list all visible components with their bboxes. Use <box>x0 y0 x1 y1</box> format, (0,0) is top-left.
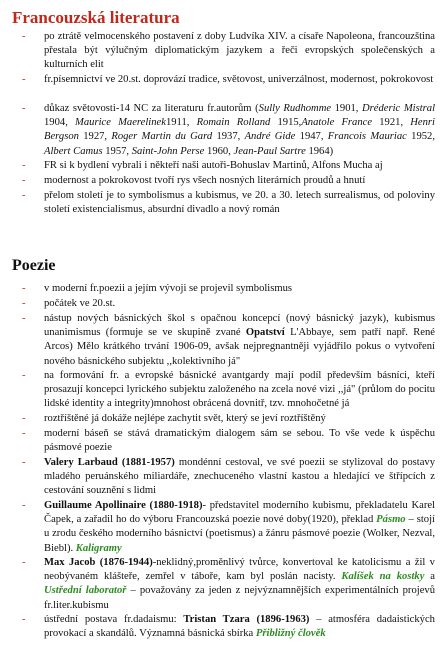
list-item <box>10 297 435 312</box>
list-item-text: FR si k bydlení vybrali i někteří naši autoři-Bohuslav Martinů, Alfons Mucha aj <box>44 160 383 171</box>
bullet-dash: - <box>22 500 26 511</box>
list-item-nobel <box>10 102 435 159</box>
nobel-year: 1901, <box>334 103 363 114</box>
nobel-author: Jean-Paul Sartre <box>233 145 306 157</box>
list-item <box>10 412 435 427</box>
list-item-text: mondénní cestoval, ve své poezii se stylizoval do postavy mladého peruánského miliardáře, znechuceného vlastní kastou a hledající ve štřípcích z cestování souznění s lidmi <box>44 457 435 497</box>
list-item <box>10 427 435 456</box>
nobel-author: Roger Martin du Gard <box>111 131 213 143</box>
author-name: Tristan Tzara (1896-1963) <box>183 614 310 625</box>
bullet-dash: - <box>22 614 26 625</box>
bullet-dash: - <box>22 103 26 114</box>
list-item <box>10 159 435 174</box>
nobel-author: Francois Mauriac <box>327 131 407 143</box>
nobel-author: Maurice Maerelinek <box>75 117 166 129</box>
nobel-year: 1911, <box>165 117 197 129</box>
list-item-text: na formování fr. a evropské básnické avantgardy mají podíl především básníci, kteří prosazují koncepci lyrického subjektu založeného na zcela nové vizi ,,já" (průlom do pocitu lidské identity a integrity)mnohost obrácená dovnitř, tzv. mnohočetné já <box>44 370 435 410</box>
nobel-year: 1927, <box>83 131 112 143</box>
bullet-dash: - <box>22 370 26 381</box>
list-item <box>10 73 435 102</box>
list-item-text: v moderní fr.poezii a jejím vývoji se projevil symbolismus <box>44 283 293 294</box>
nobel-author: Romain Rolland <box>196 117 271 129</box>
list-item <box>10 174 435 189</box>
list-item-text: a <box>424 571 436 583</box>
nobel-year: 1947, <box>299 131 328 143</box>
list-item-text: ústřední postava fr.dadaismu: <box>44 614 184 625</box>
nobel-year: 1964) <box>308 145 334 157</box>
nobel-author: Sully Rudhomme <box>258 103 332 114</box>
list-item <box>10 189 435 218</box>
list-item <box>10 30 435 73</box>
bullet-dash: - <box>22 313 26 324</box>
nobel-author: Henri Bergson <box>44 117 435 143</box>
list-item-text: – stojí u zrodu českého moderního básnictví (poetismus) a žánru pásmové poezie (Wolker, Nezval, Biebl). <box>44 514 435 554</box>
work-title: Kaligramy <box>75 542 122 554</box>
list-item-text: roztříštěné já dokáže nejlépe zachytit svět, který se jeví roztříštěný <box>44 413 326 424</box>
bullet-dash: - <box>22 175 26 186</box>
bullet-dash: - <box>22 428 26 439</box>
bullet-dash: - <box>22 160 26 171</box>
list-item-text: přelom století je to symbolismus a kubismus, ve 20. a 30. letech surrealismus, od poloviny století existencialismus, absurdní divadlo a nový román <box>44 190 435 216</box>
group-name: Opatství <box>245 327 285 339</box>
list-item <box>10 369 435 412</box>
list-item-text: důkaz světovosti-14 NC za literaturu fr.autorům ( <box>44 103 259 114</box>
list-item-text: – považovány za jeden z nejvýznamnějších experimentálních projevů fr.liter.kubismu <box>44 585 435 611</box>
nobel-author: Saint-John Perse <box>131 145 205 157</box>
poetry-list <box>10 282 435 642</box>
list-item <box>10 499 435 556</box>
list-item-text: -neklidný,proměnlivý tvůrce, konvertoval ke katolicismu a žil v neobývaném klášteře, zemřel v táboře, kam byl poslán nacisty. <box>44 557 435 583</box>
list-item-text: počátek ve 20.st. <box>44 298 116 309</box>
bullet-dash: - <box>22 298 26 309</box>
bullet-dash: - <box>22 190 26 201</box>
nobel-author: Albert Camus <box>44 145 103 157</box>
list-item <box>10 556 435 613</box>
nobel-year: 1921, <box>379 117 411 129</box>
bullet-dash: - <box>22 457 26 468</box>
work-title: Pásmo <box>376 514 406 526</box>
bullet-dash: - <box>22 283 26 294</box>
nobel-author: Dréderic Mistral <box>362 103 436 114</box>
author-name: Valery Larbaud (1881-1957) <box>44 457 175 468</box>
list-item-text: - představitel moderního kubismu, překladatelu Karel Čapek, a zařadil ho do výboru Francouzská poezie nové doby(1920), překlad <box>44 500 435 526</box>
list-item-text: po ztrátě velmocenského postavení z doby Ludvíka XIV. a císaře Napoleona, francouzština přestala být výlučným diplomatickým jazykem a řeči evropských společenských a kulturních elit <box>44 31 435 71</box>
list-item <box>10 312 435 369</box>
list-item-text: – atmosféra dadaistických provokací a skandálů. Významná básnická sbírka <box>44 614 435 640</box>
nobel-author: Anatole France <box>301 117 373 129</box>
author-name: Max Jacob (1876-1944) <box>44 557 153 568</box>
list-item-text: nástup nových básnických škol s opačnou koncepcí (nový básnický jazyk), kubismus unanimismus (formuje se ve skupině zvané <box>44 313 435 339</box>
list-item <box>10 456 435 499</box>
list-item <box>10 282 435 297</box>
page-title: Francouzská literatura <box>12 8 180 27</box>
bullet-dash: - <box>22 74 26 85</box>
work-title: Přibližný člověk <box>255 628 326 640</box>
nobel-year: 1952, <box>411 131 435 143</box>
author-name: Guillaume Apollinaire (1880-1918) <box>44 500 203 511</box>
bullet-dash: - <box>22 413 26 424</box>
nobel-year: 1937, <box>216 131 245 143</box>
nobel-year: 1960, <box>207 145 234 157</box>
list-item-text: fr.písemnictví ve 20.st. doprovází tradice, světovost, univerzálnost, modernost, pokrokovost <box>44 74 434 85</box>
nobel-year: 1957, <box>105 145 132 157</box>
work-title: Ustřední laboratoř <box>44 585 127 597</box>
list-item-text: L'Abbaye, sem patří např. René Arcos) Mělo krátkého trvání 1906-09, avšak nejpregnantněji vyjádřilo pokus o vytvoření nového básnického subjektu ,,kolektivního já" <box>44 327 436 367</box>
list-item-text: moderní báseň se stává dramatickým dialogem sám se sebou. To vše vede k úspěchu pásmové poezie <box>44 428 435 454</box>
section-heading-poezie: Poezie <box>12 257 56 274</box>
list-item <box>10 613 435 642</box>
bullet-dash: - <box>22 557 26 568</box>
bullet-dash: - <box>22 31 26 42</box>
intro-list <box>10 30 435 218</box>
list-item-text: modernost a pokrokovost tvoří rys všech nosných literárních proudů a hnutí <box>44 175 366 186</box>
nobel-year: 1915, <box>277 117 302 129</box>
work-title: Kalíšek na kostky <box>341 571 425 583</box>
nobel-year: 1904, <box>44 117 76 129</box>
nobel-author: André Gide <box>244 131 296 143</box>
